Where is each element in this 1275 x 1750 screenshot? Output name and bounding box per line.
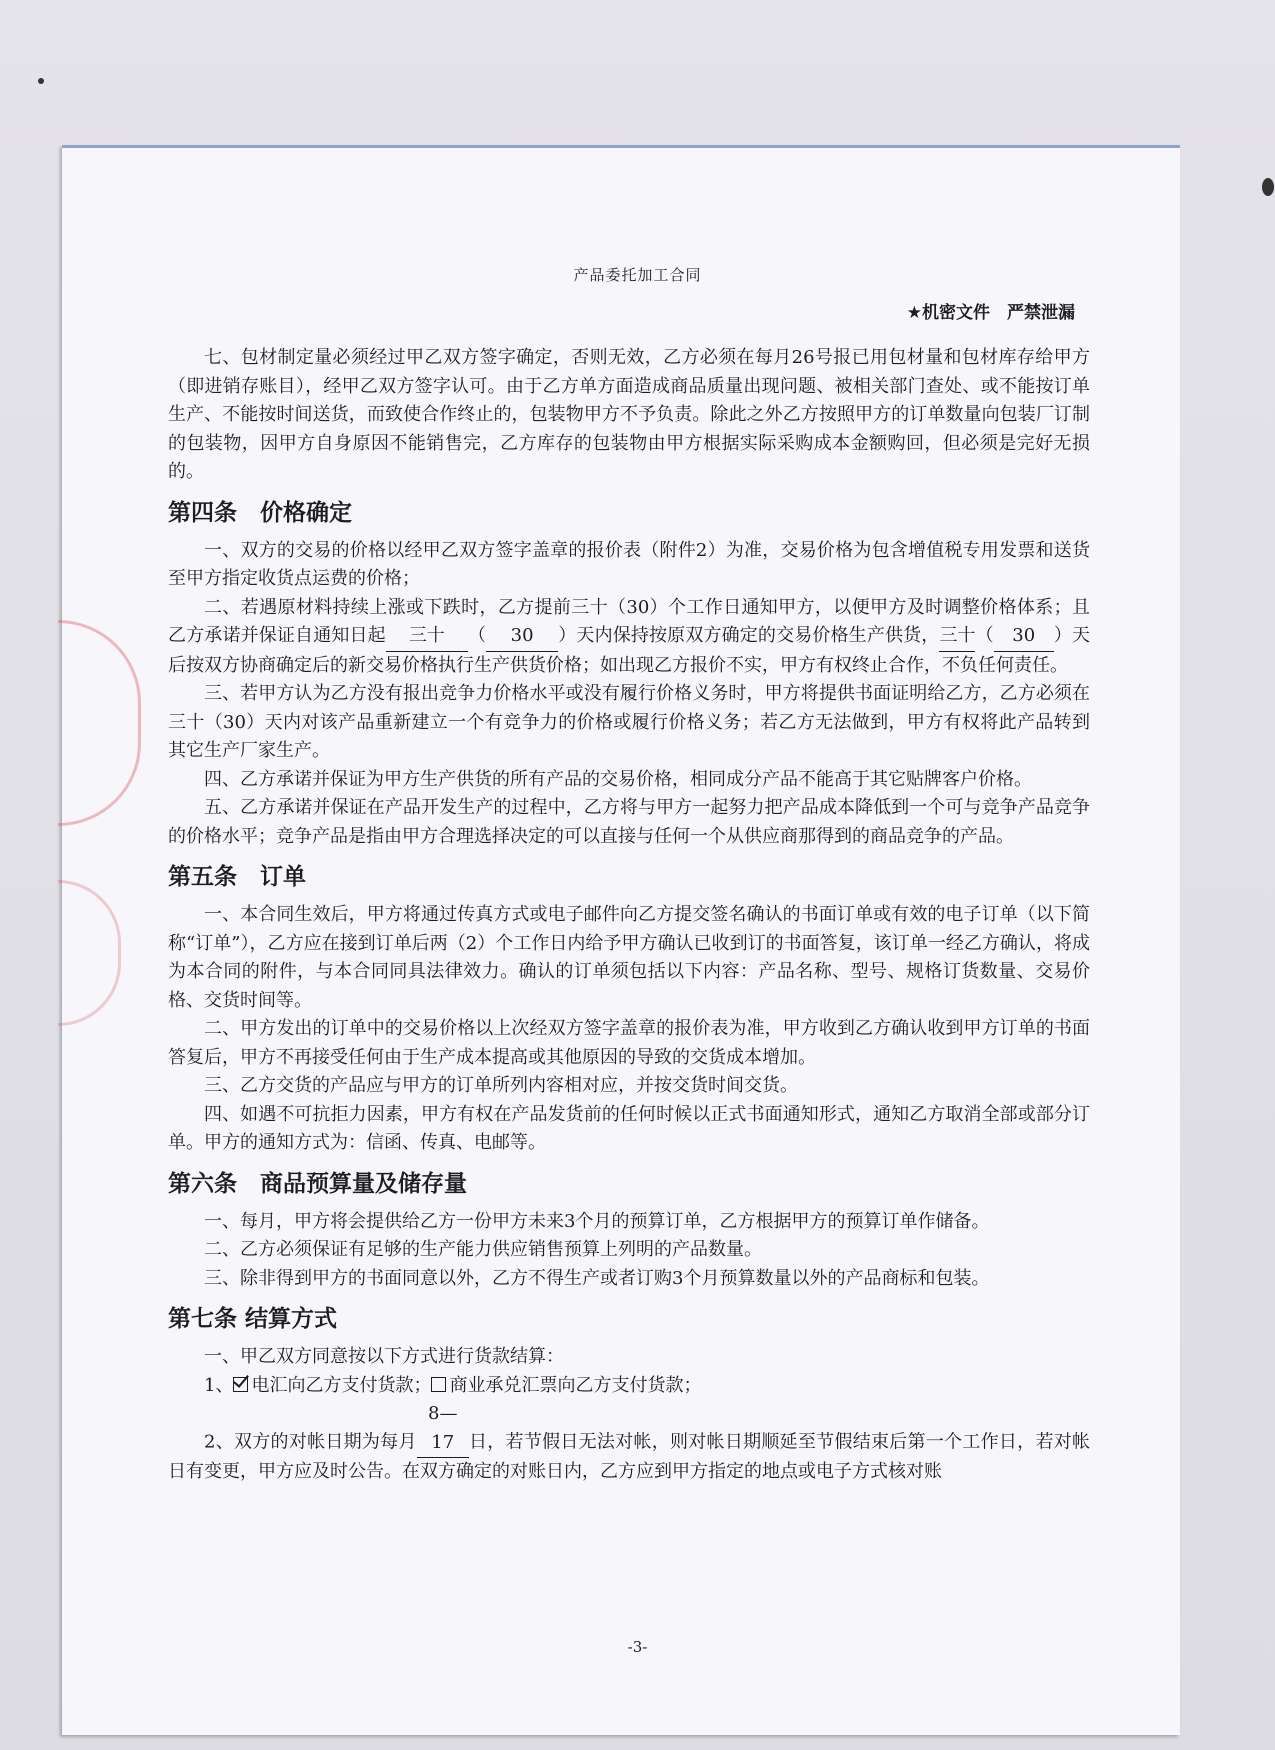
scan-speck	[38, 78, 44, 84]
article-7-heading: 第七条 结算方式	[168, 1306, 338, 1332]
commercial-acceptance-checkbox[interactable]	[431, 1377, 446, 1392]
article-4-clause-1: 一、双方的交易的价格以经甲乙双方签字盖章的报价表（附件2）为准，交易价格为包含增值税专用发票和送货至甲方指定收货点运费的价格；	[168, 539, 1090, 589]
article-5-clause-3: 三、乙方交货的产品应与甲方的订单所列内容相对应，并按交货时间交货。	[204, 1075, 798, 1096]
article-7-clause-1: 一、甲乙双方同意按以下方式进行货款结算：	[204, 1346, 564, 1367]
sheet-edge	[62, 145, 1180, 148]
article-6-heading: 第六条 商品预算量及储存量	[168, 1170, 467, 1197]
confidential-mark: ★机密文件 严禁泄漏	[906, 303, 1075, 323]
wire-transfer-label: 电汇向乙方支付货款；	[251, 1374, 432, 1396]
page-number: -3-	[627, 1638, 648, 1656]
article-5-heading: 第五条 订单	[168, 864, 306, 890]
blank-days-number: 30	[486, 622, 558, 652]
commercial-acceptance-label: 商业承兑汇票向乙方支付货款；	[449, 1374, 702, 1396]
article-5-clause-4: 四、如遇不可抗拒力因素，甲方有权在产品发货前的任何时候以正式书面通知形式，通知乙方取消全部或部分订单。甲方的通知方式为：信函、传真、电邮等。	[168, 1103, 1090, 1153]
article-6-clause-2: 二、乙方必须保证有足够的生产能力供应销售预算上列明的产品数量。	[204, 1239, 762, 1260]
article-5-clause-2: 二、甲方发出的订单中的交易价格以上次经双方签字盖章的报价表为准，甲方收到乙方确认收到甲方订单的书面答复后，甲方不再接受任何由于生产成本提高或其他原因的导致的交货成本增加。	[168, 1018, 1090, 1068]
article-7-clause-2: 2、双方的对帐日期为每月8—17 日，若节假日无法对帐，则对帐日期顺延至节假结束后第一个工作日，若对帐日有变更，甲方应及时公告。在双方确定的对账日内，乙方应到甲方指定的地点或电子方式核对账	[168, 1400, 1090, 1487]
article-4-clause-2: 二、若遇原材料持续上涨或下跌时，乙方提前三十（30）个工作日通知甲方，以便甲方及时调整价格体系；且乙方承诺并保证自通知日起 三十 （ 30 ）天内保持按原双方确定的交易价格生产供货，三十（ 30 ）天后按双方协商确定后的新交易价格执行生产供货价格；如出现乙方报价不实，甲方有权终止合作，不负任何责任。	[168, 596, 1091, 676]
reconciliation-dates: 8—17	[417, 1400, 469, 1458]
article-4-clause-5: 五、乙方承诺并保证在产品开发生产的过程中，乙方将与甲方一起努力把产品成本降低到一个可与竞争产品竞争的价格水平；竞争产品是指由甲方合理选择决定的可以直接与任何一个从供应商那得到的商品竞争的产品。	[168, 797, 1090, 847]
article-5-clause-1: 一、本合同生效后，甲方将通过传真方式或电子邮件向乙方提交签名确认的书面订单或有效的电子订单（以下简称“订单”），乙方应在接到订单后两（2）个工作日内给予甲方确认已收到订的书面答复，该订单一经乙方确认，将成为本合同的附件，与本合同同具法律效力。确认的订单须包括以下内容：产品名称、型号、规格订货数量、交易价格、交货时间等。	[168, 904, 1090, 1011]
blank-days-number-2: 30	[994, 622, 1054, 652]
blank-days-text-2: 三十	[939, 622, 975, 652]
blank-days-text: 三十	[386, 622, 468, 652]
clause-7-packaging: 七、包材制定量必须经过甲乙双方签字确定，否则无效，乙方必须在每月26号报已用包材量和包材库存给甲方（即进销存账目），经甲乙双方签字认可。由于乙方单方面造成商品质量出现问题、被相关部门查处、或不能按订单生产、不能按时间送货，而致使合作终止的，包装物甲方不予负责。除此之外乙方按照甲方的订单数量向包装厂订制的包装物，因甲方自身原因不能销售完，乙方库存的包装物由甲方根据实际采购成本金额购回，但必须是完好无损的。	[168, 347, 1090, 482]
wire-transfer-checkbox[interactable]	[233, 1377, 248, 1392]
article-4-heading: 第四条 价格确定	[168, 499, 352, 526]
payment-options: 1、 电汇向乙方支付货款； 商业承兑汇票向乙方支付货款；	[204, 1374, 702, 1396]
document-title: 产品委托加工合同	[573, 266, 702, 284]
article-4-clause-4: 四、乙方承诺并保证为甲方生产供货的所有产品的交易价格，相同成分产品不能高于其它贴牌客户价格。	[204, 768, 1032, 790]
scan-speck	[1262, 178, 1274, 196]
contract-body	[168, 344, 1090, 1487]
article-6-clause-1: 一、每月，甲方将会提供给乙方一份甲方未来3个月的预算订单，乙方根据甲方的预算订单作储备。	[204, 1210, 990, 1232]
article-6-clause-3: 三、除非得到甲方的书面同意以外，乙方不得生产或者订购3个月预算数量以外的产品商标和包装。	[204, 1267, 990, 1289]
article-4-clause-3: 三、若甲方认为乙方没有报出竞争力价格水平或没有履行价格义务时，甲方将提供书面证明给乙方，乙方必须在三十（30）天内对该产品重新建立一个有竞争力的价格或履行价格义务；若乙方无法做到，甲方有权将此产品转到其它生产厂家生产。	[168, 683, 1090, 761]
